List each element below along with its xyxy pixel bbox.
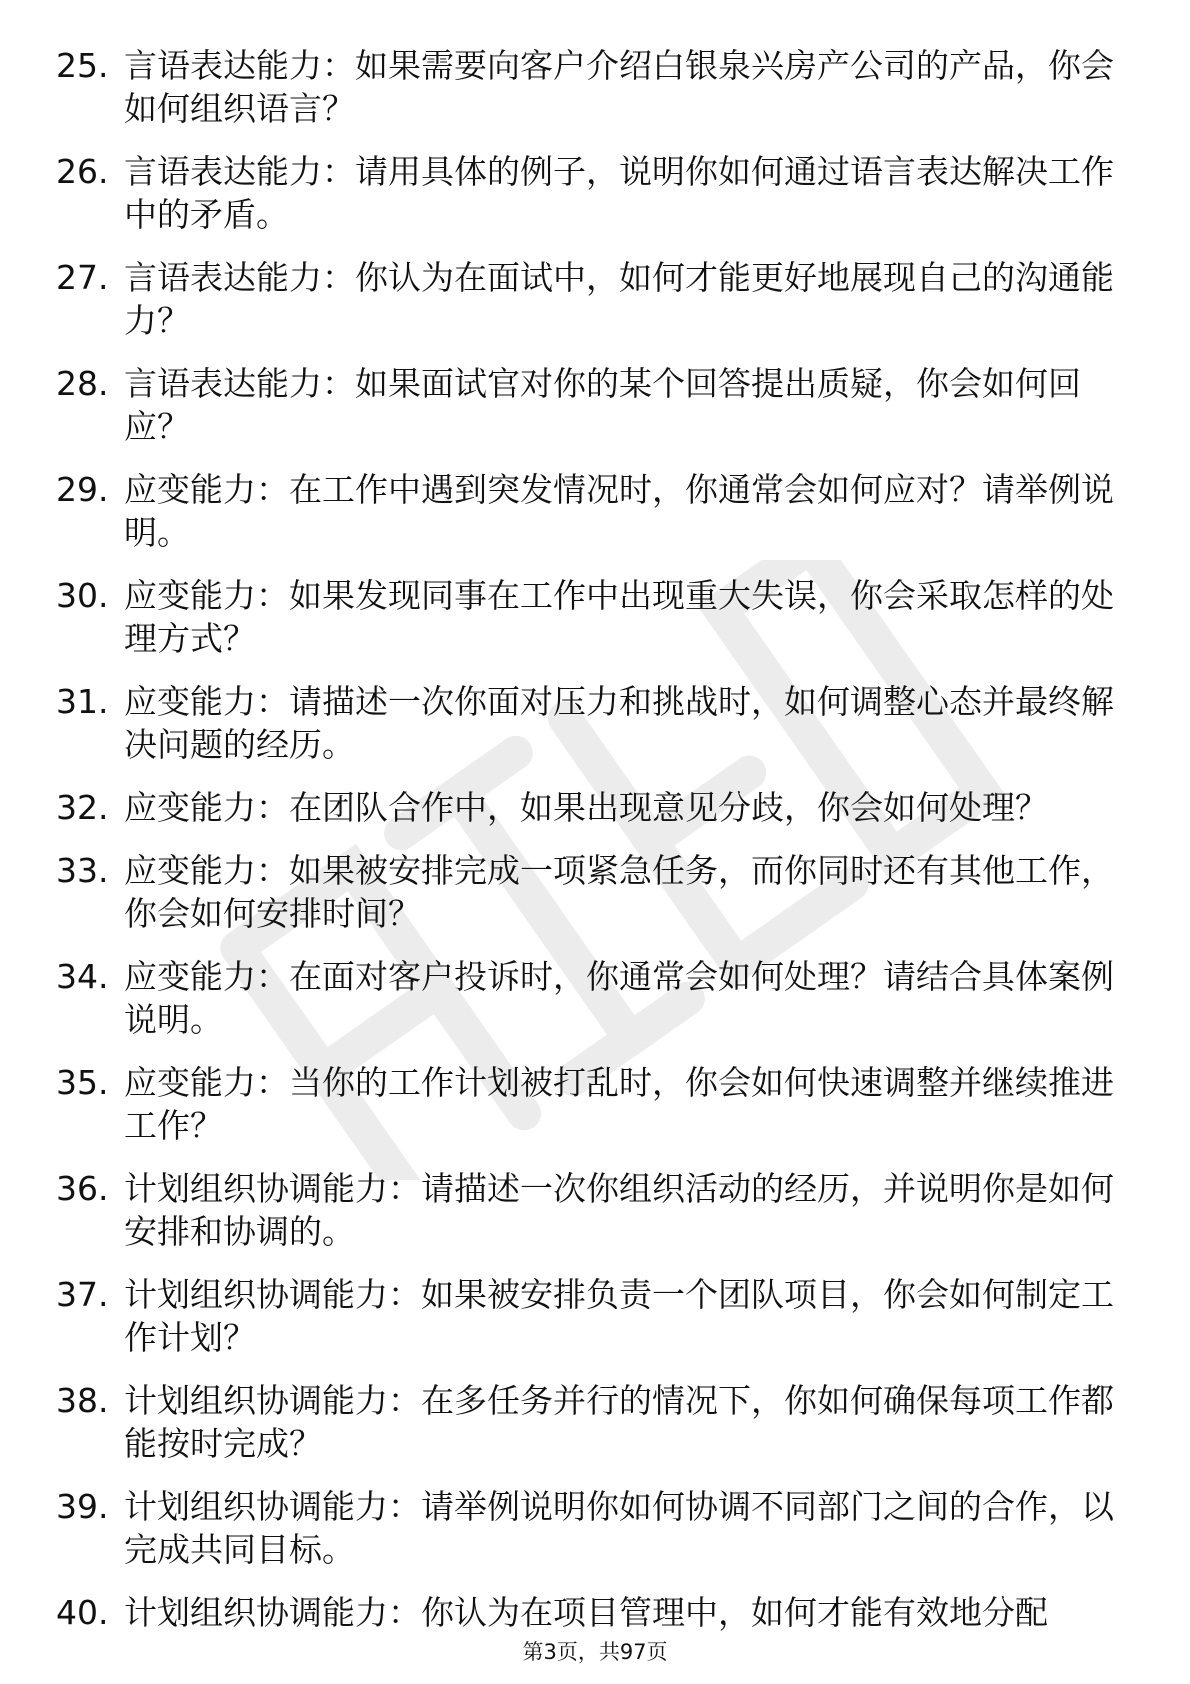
list-item xyxy=(56,1379,1116,1465)
list-item xyxy=(56,574,1116,660)
item-number: 36. xyxy=(56,1169,109,1208)
item-text: 言语表达能力：如果需要向客户介绍白银泉兴房产公司的产品，你会如何组织语言？ xyxy=(124,46,1114,128)
item-number: 33. xyxy=(56,851,109,890)
item-text: 应变能力：在工作中遇到突发情况时，你通常会如何应对？请举例说明。 xyxy=(124,470,1114,552)
list-item xyxy=(56,955,1116,1041)
item-text: 应变能力：如果被安排完成一项紧急任务，而你同时还有其他工作，你会如何安排时间？ xyxy=(124,851,1114,933)
item-text: 应变能力：如果发现同事在工作中出现重大失误，你会采取怎样的处理方式？ xyxy=(124,576,1114,658)
item-text: 计划组织协调能力：请举例说明你如何协调不同部门之间的合作，以完成共同目标。 xyxy=(124,1487,1114,1569)
list-item xyxy=(56,1167,1116,1253)
item-text: 计划组织协调能力：在多任务并行的情况下，你如何确保每项工作都能按时完成？ xyxy=(124,1381,1114,1463)
item-number: 30. xyxy=(56,576,109,615)
list-item xyxy=(56,1485,1116,1571)
item-number: 38. xyxy=(56,1381,109,1420)
item-text: 言语表达能力：你认为在面试中，如何才能更好地展现自己的沟通能力？ xyxy=(124,258,1114,340)
list-item xyxy=(56,680,1116,766)
list-item xyxy=(56,1273,1116,1359)
question-list xyxy=(56,44,1116,1654)
list-item xyxy=(56,849,1116,935)
list-item xyxy=(56,256,1116,342)
item-number: 28. xyxy=(56,364,109,403)
item-number: 34. xyxy=(56,957,109,996)
item-number: 31. xyxy=(56,682,109,721)
page-footer: 第3页，共97页 xyxy=(522,1640,668,1664)
list-item xyxy=(56,786,1116,829)
item-number: 32. xyxy=(56,788,109,827)
item-number: 40. xyxy=(56,1593,109,1632)
list-item xyxy=(56,150,1116,236)
item-text: 计划组织协调能力：如果被安排负责一个团队项目，你会如何制定工作计划？ xyxy=(124,1275,1114,1357)
list-item xyxy=(56,44,1116,130)
item-number: 37. xyxy=(56,1275,109,1314)
item-number: 35. xyxy=(56,1063,109,1102)
item-text: 应变能力：当你的工作计划被打乱时，你会如何快速调整并继续推进工作？ xyxy=(124,1063,1114,1145)
item-text: 应变能力：在面对客户投诉时，你通常会如何处理？请结合具体案例说明。 xyxy=(124,957,1114,1039)
item-text: 计划组织协调能力：请描述一次你组织活动的经历，并说明你是如何安排和协调的。 xyxy=(124,1169,1114,1251)
item-number: 26. xyxy=(56,152,109,191)
item-text: 言语表达能力：如果面试官对你的某个回答提出质疑，你会如何回应？ xyxy=(124,364,1081,446)
item-number: 29. xyxy=(56,470,109,509)
item-text: 应变能力：请描述一次你面对压力和挑战时，如何调整心态并最终解决问题的经历。 xyxy=(124,682,1114,764)
list-item xyxy=(56,1591,1116,1634)
list-item xyxy=(56,1061,1116,1147)
item-number: 27. xyxy=(56,258,109,297)
list-item xyxy=(56,468,1116,554)
item-number: 25. xyxy=(56,46,109,85)
item-number: 39. xyxy=(56,1487,109,1526)
list-item xyxy=(56,362,1116,448)
item-text: 言语表达能力：请用具体的例子，说明你如何通过语言表达解决工作中的矛盾。 xyxy=(124,152,1114,234)
item-text: 应变能力：在团队合作中，如果出现意见分歧，你会如何处理？ xyxy=(124,788,1048,827)
item-text: 计划组织协调能力：你认为在项目管理中，如何才能有效地分配 xyxy=(124,1593,1048,1632)
